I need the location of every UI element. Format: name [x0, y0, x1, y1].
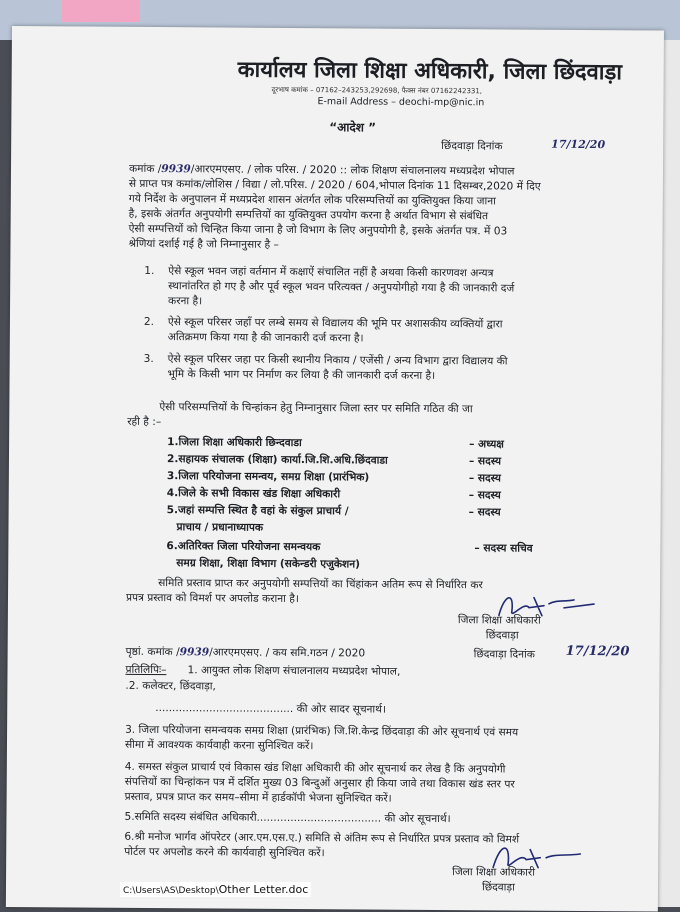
endorsement-ref-rest: /आरएमएसए. / कय समि.गठन / 2020: [209, 646, 366, 660]
ref-number-handwritten: 9939: [161, 163, 191, 176]
endorsement-number-handwritten: 9939: [179, 646, 210, 659]
endorsement-prefix: पृष्ठां. कमांक /: [125, 645, 180, 659]
intro-line-2: से प्राप्त पत्र कमांक/लोशिस / विद्या / लो.परिस. / 2020 / 604,भोपाल दिनांक 11 दिसम्बर,2020 में दिए: [128, 177, 541, 193]
point-1-num: 1.: [144, 264, 155, 277]
order-date-handwritten: 17/12/20: [551, 137, 606, 152]
point-1-line3: करना है।: [168, 295, 203, 308]
point-2-num: 2.: [143, 315, 155, 328]
intro-line-4: है, इसके अंतर्गत अनुपयोगी सम्पत्तियों का युक्तियुक्त उपयोग करना है अर्थात विभाग से संबंधित: [128, 207, 489, 223]
order-date-label: छिंदवाड़ा दिनांक: [441, 139, 503, 153]
item-4-line3: प्रस्ताव, प्रपत्र प्राप्त कर समय–सीमा में हार्डकॉपी भेजना सुनिश्चित करें।: [124, 790, 392, 805]
committee-intro-line2: रही है :–: [127, 415, 162, 429]
point-2-line1: ऐसे स्कूल परिसर जहाँ पर लम्बे समय से विद्यालय की भूमि पर अशासकीय व्यक्तियों द्वारा: [167, 316, 503, 331]
ref-prefix: कमांक /: [128, 162, 162, 176]
file-path-footer: [120, 882, 311, 897]
item-4-line1: 4. समस्त संकुल प्राचार्य एवं विकास खंड शिक्षा अधिकारी की ओर सूचनार्थ कर लेख है कि अनुपयोगी: [124, 760, 506, 776]
signature-1-title: जिला शिक्षा अधिकारी: [457, 614, 541, 627]
copy-2: .2. कलेक्टर, छिंदवाड़ा,: [125, 679, 216, 693]
committee-member-1: 1.जिला शिक्षा अधिकारी छिन्दवाडा: [167, 436, 302, 450]
committee-member-6b: समग्र शिक्षा, शिक्षा विभाग (सकेन्डरी एजुकेशन): [176, 557, 361, 571]
letter-page: [6, 26, 664, 912]
point-3-num: 3.: [143, 352, 154, 365]
file-name: Other Letter.doc: [218, 883, 309, 896]
endorsement-ref: [126, 645, 366, 662]
copy-1: 1. आयुक्त लोक शिक्षण संचालनालय मध्यप्रदेश भोपाल,: [187, 664, 401, 678]
committee-role-6: – सदस्य सचिव: [474, 542, 533, 555]
intro-line-6: श्रेणियां दर्शाई गई है जो निम्नानुसार है –: [128, 237, 279, 251]
endorsement-date-label: छिंदवाड़ा दिनांक: [473, 648, 536, 661]
committee-role-5: – सदस्य: [468, 506, 501, 519]
point-3-line1: ऐसे स्कूल परिसर जहा पर किसी स्थानीय निकाय / एजेंसी / अन्य विभाग द्वारा विद्यालय की: [167, 353, 508, 368]
committee-member-3: 3.जिला परियोजना समन्वय, समग्र शिक्षा (प्रारंभिक): [166, 470, 370, 484]
committee-role-1: – अध्यक्ष: [469, 438, 504, 451]
closing-line1: समिति प्रस्ताव प्राप्त कर अनुपयोगी सम्पत्तियों का चिंहांकन अतिम रूप से निर्धारित कर: [158, 577, 483, 592]
committee-member-2: 2.सहायक संचालक (शिक्षा) कार्या.जि.शि.अधि.छिंदवाडा: [166, 453, 388, 467]
point-1-line1: ऐसे स्कूल भवन जहां वर्तमान में कक्षाऐं संचालित नहीं है अथवा किसी कारणवश अन्यत्र: [168, 265, 494, 280]
committee-member-4: 4.जिले के सभी विकास खंड शिक्षा अधिकारी: [166, 487, 341, 501]
order-heading: “आदेश ”: [329, 120, 377, 135]
item-6-line2: पोर्टल पर अपलोड करने की कार्यवाही सुनिश्चित करें।: [124, 845, 325, 860]
signature-2-title: जिला शिक्षा अधिकारी: [452, 866, 536, 879]
item-4-line2: संपत्तियों का चिन्हांकन पत्र में दर्शित मुख्य 03 बिन्दुओं अनुसार ही किया जावे तथा विकास खंड स्तर पर: [124, 775, 515, 791]
committee-member-5b: प्राचाय / प्रधानाध्यापक: [176, 521, 264, 534]
point-1-line2: स्थानांतरित हो गए है और पूर्व स्कूल भवन परित्यक्त / अनुपयोगीहो गया है की जानकारी दर्ज: [168, 280, 515, 295]
closing-line2: प्रपत्र प्रस्ताव को विमर्श पर अपलोड कराना है।: [125, 591, 299, 606]
item-5: 5.समिति सदस्य संबंधित अधिकारी..................................... की ओर सूचनार्थ।: [124, 810, 451, 826]
item-3-line2: सीमा में आवश्यक कार्यवाही करना सुनिश्चित करें।: [124, 738, 314, 753]
intro-line-5: ऐसी सम्पत्तियों को चिन्हित किया जाना है जो विभाग के लिए अनुपयोगी है, इसके अंतर्गत पत्र. में 03: [128, 222, 508, 238]
file-path: C:\Users\AS\Desktop\: [123, 886, 219, 896]
ref-rest: /आरएमएसए. / लोक परिस. / 2020 :: लोक शिक्षण संचालनालय मध्यप्रदेश भोपाल: [190, 163, 515, 178]
committee-role-2: – सदस्य: [468, 455, 502, 468]
office-title: कार्यालय जिला शिक्षा अधिकारी, जिला छिंदवाड़ा: [237, 57, 623, 86]
endorsement-date-handwritten: 17/12/20: [565, 643, 630, 660]
email-line: E-mail Address – deochi-mp@nic.in: [317, 96, 485, 109]
signature-1-place: छिंदवाड़ा: [485, 629, 519, 642]
point-2-line2: अतिक्रमण किया गया है की जानकारी दर्ज करना है।: [167, 331, 364, 345]
committee-role-3: – सदस्य: [468, 472, 501, 485]
phone-line: दूरभाष कमांक – 07162–243253,292698, फैक्स नंबर 07162242331,: [271, 85, 483, 96]
point-3-line2: भूमि के किसी भाग पर निर्माण कर लिया है की जानकारी दर्ज करना है।: [167, 368, 436, 382]
signature-2-place: छिंदवाड़ा: [481, 881, 515, 894]
item-3-line1: 3. जिला परियोजना समन्वयक समग्र शिक्षा (प्रारंभिक) जि.शि.केन्द्र छिंदवाड़ा की ओर सूचनार्थ एवं समय: [125, 723, 519, 739]
committee-intro-line1: ऐसी परिसम्पत्तियों के चिन्हांकन हेतु निम्नानुसार जिला स्तर पर समिति गठित की जा: [159, 401, 473, 416]
committee-role-4: – सदस्य: [468, 489, 501, 502]
copy-label: प्रतिलिपिः–: [125, 663, 167, 677]
item-6-line1: 6.श्री मनोज भार्गव ऑपरेटर (आर.एम.एस.ए.) समिति से अंतिम रूप से निर्धारित प्रपत्र प्रस्ताव को विमर्श: [124, 830, 520, 846]
copy-dots: ......................................... की ओर सादर सूचनार्थ।: [155, 702, 387, 716]
committee-member-6: 6.अतिरिक्त जिला परियोजना समन्वयक: [166, 540, 321, 554]
intro-line-3: गये निर्देश के अनुपालन में मध्यप्रदेश शासन अंतर्गत लोक परिसम्पत्तियों का युक्तियुक्त किया जाना: [128, 192, 496, 208]
pink-paper-edge: [62, 0, 140, 22]
committee-member-5: 5.जहां सम्पत्ति स्थित है वहां के संकुल प्राचार्य /: [166, 504, 349, 518]
